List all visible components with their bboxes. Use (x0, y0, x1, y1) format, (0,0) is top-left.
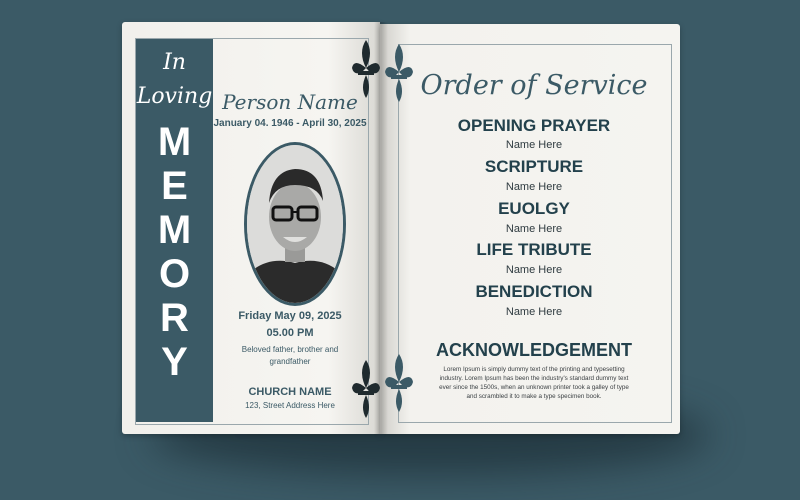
fleur-de-lis-icon (383, 352, 415, 414)
loving-word: Loving (136, 84, 213, 109)
portrait-photo (244, 142, 346, 306)
beloved-line: grandfather (269, 357, 311, 366)
section-name: Name Here (505, 181, 563, 193)
memory-letter: E (161, 164, 188, 208)
memory-letter: O (158, 252, 191, 296)
fleur-de-lis-icon (350, 38, 382, 100)
section-heading: SCRIPTURE (484, 157, 584, 176)
fleur-de-lis-icon (350, 358, 382, 420)
section-heading: EUOLGY (498, 199, 570, 218)
memory-letter: M (157, 208, 192, 252)
acknowledgement-line: ever since the 1500s, when an unknown printer took a galley of type (439, 384, 629, 391)
acknowledgement-text (428, 365, 640, 401)
memory-letter: M (157, 120, 192, 164)
section-name: Name Here (505, 223, 563, 235)
section-heading: BENEDICTION (475, 282, 593, 301)
memory-vertical-text (136, 120, 213, 384)
service-time: 05.00 PM (266, 327, 314, 339)
church-address: 123, Street Address Here (245, 401, 335, 410)
in-loving-text (136, 46, 213, 114)
in-word: In (163, 50, 186, 75)
section-name: Name Here (505, 139, 563, 151)
section-name: Name Here (505, 264, 563, 276)
memory-letter: R (160, 296, 189, 340)
beloved-text (213, 344, 367, 368)
order-of-service-title: Order of Service (420, 70, 648, 101)
life-dates: January 04. 1946 - April 30, 2025 (213, 118, 367, 129)
church-name: CHURCH NAME (248, 386, 332, 398)
acknowledgement-line: and scrambled it to make a type specimen book. (466, 393, 602, 400)
memory-letter: Y (161, 340, 188, 384)
beloved-line: Beloved father, brother and (241, 345, 339, 354)
acknowledgement-heading: ACKNOWLEDGEMENT (436, 340, 632, 360)
person-name: Person Name (222, 90, 358, 114)
section-heading: LIFE TRIBUTE (476, 240, 592, 259)
acknowledgement-line: industry. Lorem Ipsum has been the industry's standard dummy text (439, 375, 629, 382)
acknowledgement-line: Lorem Ipsum is simply dummy text of the printing and typesetting (443, 366, 625, 373)
section-name: Name Here (505, 306, 563, 318)
section-heading: OPENING PRAYER (457, 116, 611, 135)
service-day: Friday May 09, 2025 (238, 310, 342, 322)
